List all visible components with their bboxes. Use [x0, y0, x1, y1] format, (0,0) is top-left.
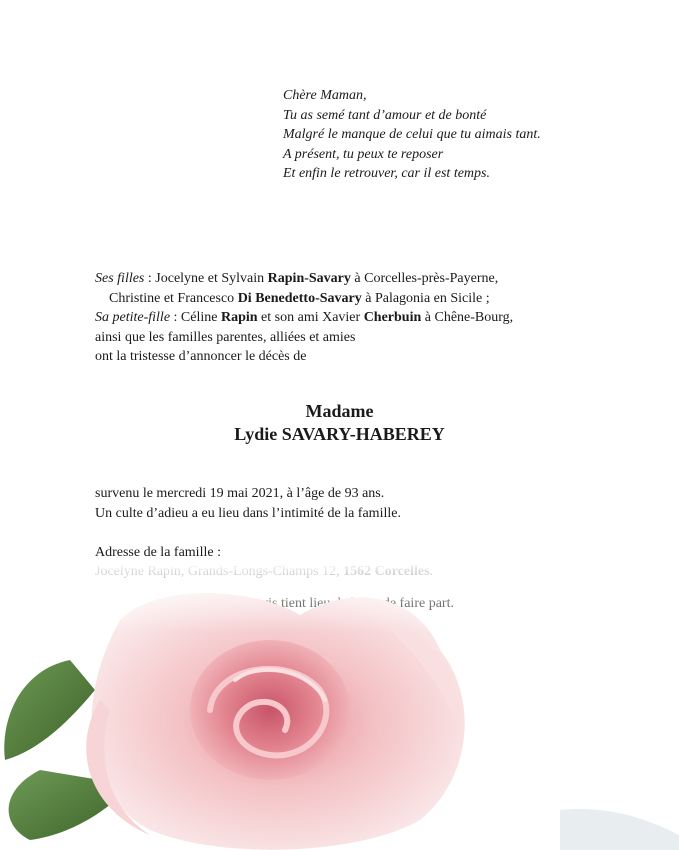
poem-line: A présent, tu peux te reposer	[283, 146, 444, 162]
family-name: Cherbuin	[363, 310, 422, 325]
family-line-daughter-2	[95, 289, 513, 309]
address-label: Adresse de la famille :	[95, 544, 221, 560]
text-fragment: Christine et Francesco	[109, 290, 238, 306]
pink-rose-image	[0, 560, 679, 850]
daughters-label: Ses filles	[95, 271, 145, 286]
text-fragment: à Corcelles-près-Payerne,	[350, 271, 499, 286]
family-line-relatives: ainsi que les familles parentes, alliées et amies	[95, 329, 356, 345]
ceremony-line: Un culte d’adieu a eu lieu dans l’intimité de la famille.	[95, 505, 401, 521]
text-fragment: : Jocelyne et Sylvain	[144, 271, 268, 286]
text-fragment: et son ami Xavier	[257, 310, 364, 325]
family-line-granddaughter	[95, 308, 513, 328]
deceased-block	[0, 400, 679, 446]
poem-line: Et enfin le retrouver, car il est temps.	[283, 166, 490, 181]
poem-line: Chère Maman,	[283, 88, 367, 103]
family-name: Rapin	[220, 310, 258, 325]
text-fragment: à Chêne-Bourg,	[421, 310, 514, 325]
poem	[283, 86, 541, 184]
family-name: Di Benedetto-Savary	[237, 290, 362, 306]
poem-line: Tu as semé tant d’amour et de bonté	[283, 107, 487, 123]
granddaughter-label: Sa petite-fille	[95, 310, 171, 325]
family-announcement	[95, 269, 513, 367]
spacer	[95, 523, 433, 543]
deceased-title: Madame	[305, 401, 374, 421]
death-date-line: survenu le mercredi 19 mai 2021, à l’âge de 93 ans.	[95, 486, 385, 501]
poem-line: Malgré le manque de celui que tu aimais tant.	[283, 127, 541, 142]
family-line-announce: ont la tristesse d’annoncer le décès de	[95, 349, 307, 364]
family-line-daughters	[95, 269, 513, 289]
deceased-name: Lydie SAVARY-HABEREY	[234, 424, 445, 444]
text-fragment: : Céline	[170, 310, 221, 325]
text-fragment: à Palagonia en Sicile ;	[361, 290, 490, 306]
family-name: Rapin-Savary	[267, 271, 351, 286]
